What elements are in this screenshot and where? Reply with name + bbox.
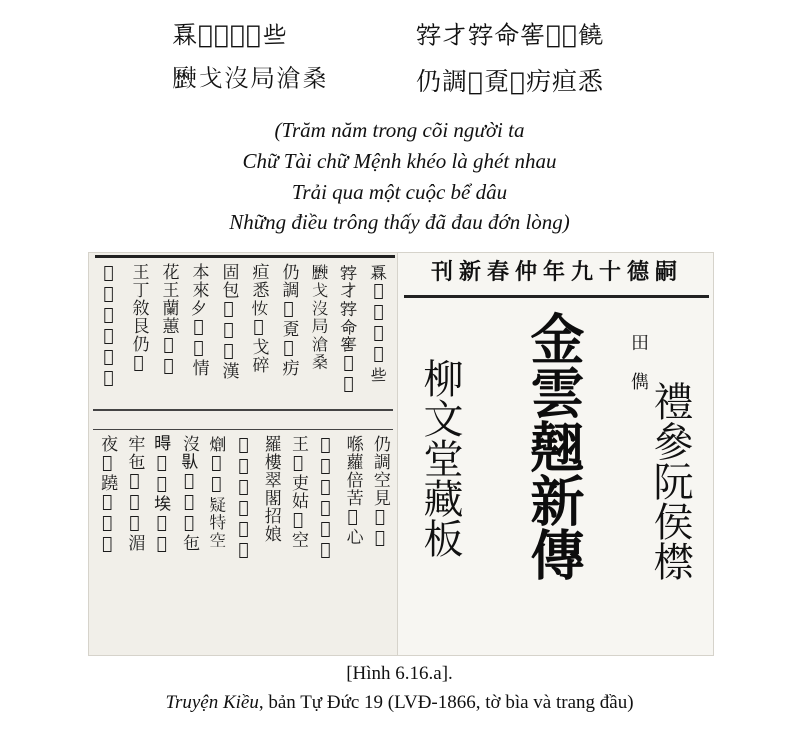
text-column: 固包𡗉𠀧𠦳漢 <box>218 263 239 380</box>
text-column: 沒𠊛𨕭𠍤𠃣㐌 <box>178 435 199 552</box>
author-prefix: 田 儁 <box>628 333 649 390</box>
text-column: 𤾓𢆥𥪝𡎝𠊛些 <box>368 263 389 383</box>
text-column: 疸悉𢖵𥪝戈碎 <box>248 263 269 374</box>
text-column: 王𪠞吏姑𢚸空 <box>288 435 309 549</box>
text-column: 本來𫜵𫥨𤳸情 <box>188 263 209 377</box>
caption-title-rest: , bản Tự Đức 19 (LVĐ-1866, tờ bìa và trang đầu) <box>258 692 634 713</box>
text-column: 𣦰戈沒局滄桑 <box>308 263 329 371</box>
viet-verse-line4: Những điều trông thấy đã đau đớn lòng) <box>229 210 570 234</box>
nom-verse-line1-second-half: 𡦂才𡦂命窖𱜢恄饒 <box>416 20 605 49</box>
press-name: 柳文堂藏板 <box>417 358 463 558</box>
viet-verse-line1: (Trăm năm trong cõi người ta <box>274 118 525 142</box>
text-column: 喺蘿倍苦𢝙心 <box>342 435 363 546</box>
text-column: 𩈘漢高卞帽䋥 <box>98 263 119 389</box>
nom-verse-line2-first-half: 𣦰戈沒局滄桑 <box>172 64 329 93</box>
header-rule <box>404 295 709 298</box>
text-column: 𣈜𢆥𢌌埃𫨩𢚸 <box>151 435 172 555</box>
text-column: 羅樓翠閣招娘 <box>260 435 281 543</box>
text-column: 夜𨖲蹺𢩽𫜵𢝙 <box>97 435 118 555</box>
figure-caption <box>0 692 799 714</box>
text-column: 王丁敘艮仍𡗶 <box>128 263 149 374</box>
nom-verse-line2-second-half: 仍調𥉩覔𢚸疠疸悉 <box>416 67 605 96</box>
figure-label: [Hình 6.16.a]. <box>346 663 453 684</box>
text-column: 𤏬𢬣𦓡疑特空 <box>206 435 227 549</box>
nom-verse-line1-first-half: 𤾓𢆥𥪝𡎝𠊛些 <box>172 20 289 49</box>
text-column: 𩈘包洞柳𠀧𡗶 <box>315 435 336 561</box>
text-column: 牢㐌𢧚𦓅𠳒湄 <box>124 435 145 552</box>
viet-verse-line3: Trải qua một cuộc bể dâu <box>291 180 508 204</box>
middle-divider-thin <box>93 429 393 430</box>
top-rule <box>95 255 395 258</box>
text-column: 花王蘭蕙𥪝𣷭 <box>158 263 179 377</box>
caption-title-italic: Truyện Kiều <box>165 692 259 713</box>
text-column: 仍調𥉩覔𢚸疠 <box>278 263 299 377</box>
cover-header-date: 刊新春仲年九十德嗣 <box>430 259 683 285</box>
author-name: 禮參阮侯㯲 <box>647 381 693 581</box>
middle-divider <box>93 409 393 411</box>
cover-title: 金雲翹新傳 <box>522 311 586 581</box>
text-column: 𡦂才𡦂命窖𱜢恄 <box>338 263 359 395</box>
text-column: 仍調空見𦥃𧡊 <box>369 435 390 549</box>
scanned-first-page <box>88 252 398 656</box>
text-column: 𦋦𫏾樣姚𪠞瞧 <box>233 435 254 561</box>
viet-verse-line2: Chữ Tài chữ Mệnh khéo là ghét nhau <box>242 149 557 173</box>
scanned-cover-page <box>397 252 714 656</box>
